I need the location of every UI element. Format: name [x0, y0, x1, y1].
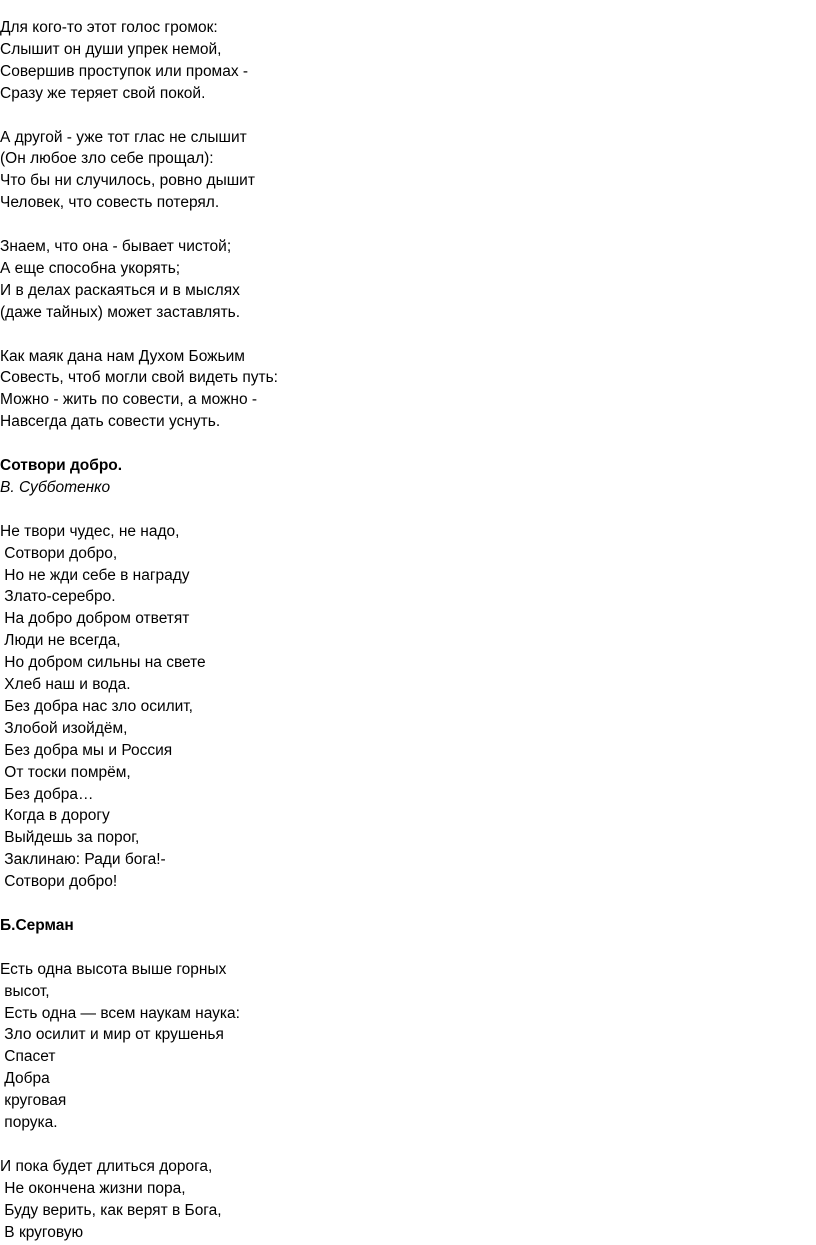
poem-line: (даже тайных) может заставлять.	[0, 303, 241, 321]
poem-line: Заклинаю: Ради бога!-	[0, 851, 166, 869]
poem-line: Можно - жить по совести, а можно -	[0, 391, 258, 409]
poem-line: А другой - уже тот глас не слышит	[0, 128, 247, 146]
poem-line: Человек, что совесть потерял.	[0, 194, 220, 212]
poem-line: Злобой изойдём,	[0, 719, 128, 737]
poem-line: От тоски помрём,	[0, 763, 131, 781]
poem-line: На добро добром ответят	[0, 610, 190, 628]
poem-line: Буду верить, как верят в Бога,	[0, 1201, 222, 1219]
poem-line: высот,	[0, 982, 50, 1000]
poem-line: Для кого-то этот голос громок:	[0, 19, 218, 36]
poem-line: И пока будет длиться дорога,	[0, 1157, 213, 1175]
poem-line: Слышит он души упрек немой,	[0, 40, 222, 58]
poem-author: В. Субботенко	[0, 478, 111, 496]
poem-line: Хлеб наш и вода.	[0, 676, 131, 693]
poem-line: Но не жди себе в награду	[0, 566, 190, 584]
poem-line: Сотвори добро!	[0, 873, 118, 891]
poem-line: Без добра нас зло осилит,	[0, 697, 193, 715]
poem-line: Не твори чудес, не надо,	[0, 522, 180, 540]
poem-line: порука.	[0, 1114, 58, 1131]
poem-line: Что бы ни случилось, ровно дышит	[0, 172, 255, 190]
poem-line: Зло осилит и мир от крушенья	[0, 1026, 224, 1044]
poem-line: Навсегда дать совести уснуть.	[0, 413, 221, 431]
poem-line: Сразу же теряет свой покой.	[0, 84, 206, 102]
poem-line: Знаем, что она - бывает чистой;	[0, 238, 232, 255]
poem-line: Совесть, чтоб могли свой видеть путь:	[0, 369, 278, 387]
poem-line: круговая	[0, 1092, 67, 1110]
poem-line: Но добром сильны на свете	[0, 654, 206, 672]
poem-line: Спасет	[0, 1048, 56, 1066]
poem-line: Сотвори добро,	[0, 544, 118, 562]
poem-line: Добра	[0, 1070, 50, 1088]
poem-line: Совершив проступок или промах -	[0, 62, 249, 80]
poem-line: Злато-серебро.	[0, 588, 116, 606]
poem-line: Есть одна — всем наукам наука:	[0, 1004, 240, 1022]
poem-line: Без добра…	[0, 785, 94, 803]
poem-line: (Он любое зло себе прощал):	[0, 150, 214, 168]
poem-line: Выйдешь за порог,	[0, 829, 140, 847]
poem-line: Когда в дорогу	[0, 807, 110, 825]
poem-line: Есть одна высота выше горных	[0, 960, 227, 978]
poem-line: В круговую	[0, 1223, 84, 1241]
poem-title: Сотвори добро.	[0, 457, 123, 474]
poem-title: Б.Серман	[0, 916, 74, 934]
poem-line: Как маяк дана нам Духом Божьим	[0, 347, 245, 365]
poem-line: А еще способна укорять;	[0, 259, 181, 277]
poem-line: И в делах раскаяться и в мыслях	[0, 281, 240, 299]
poem-line: Не окончена жизни пора,	[0, 1179, 186, 1197]
poem-line: Без добра мы и Россия	[0, 741, 173, 759]
poem-line: Люди не всегда,	[0, 632, 121, 650]
